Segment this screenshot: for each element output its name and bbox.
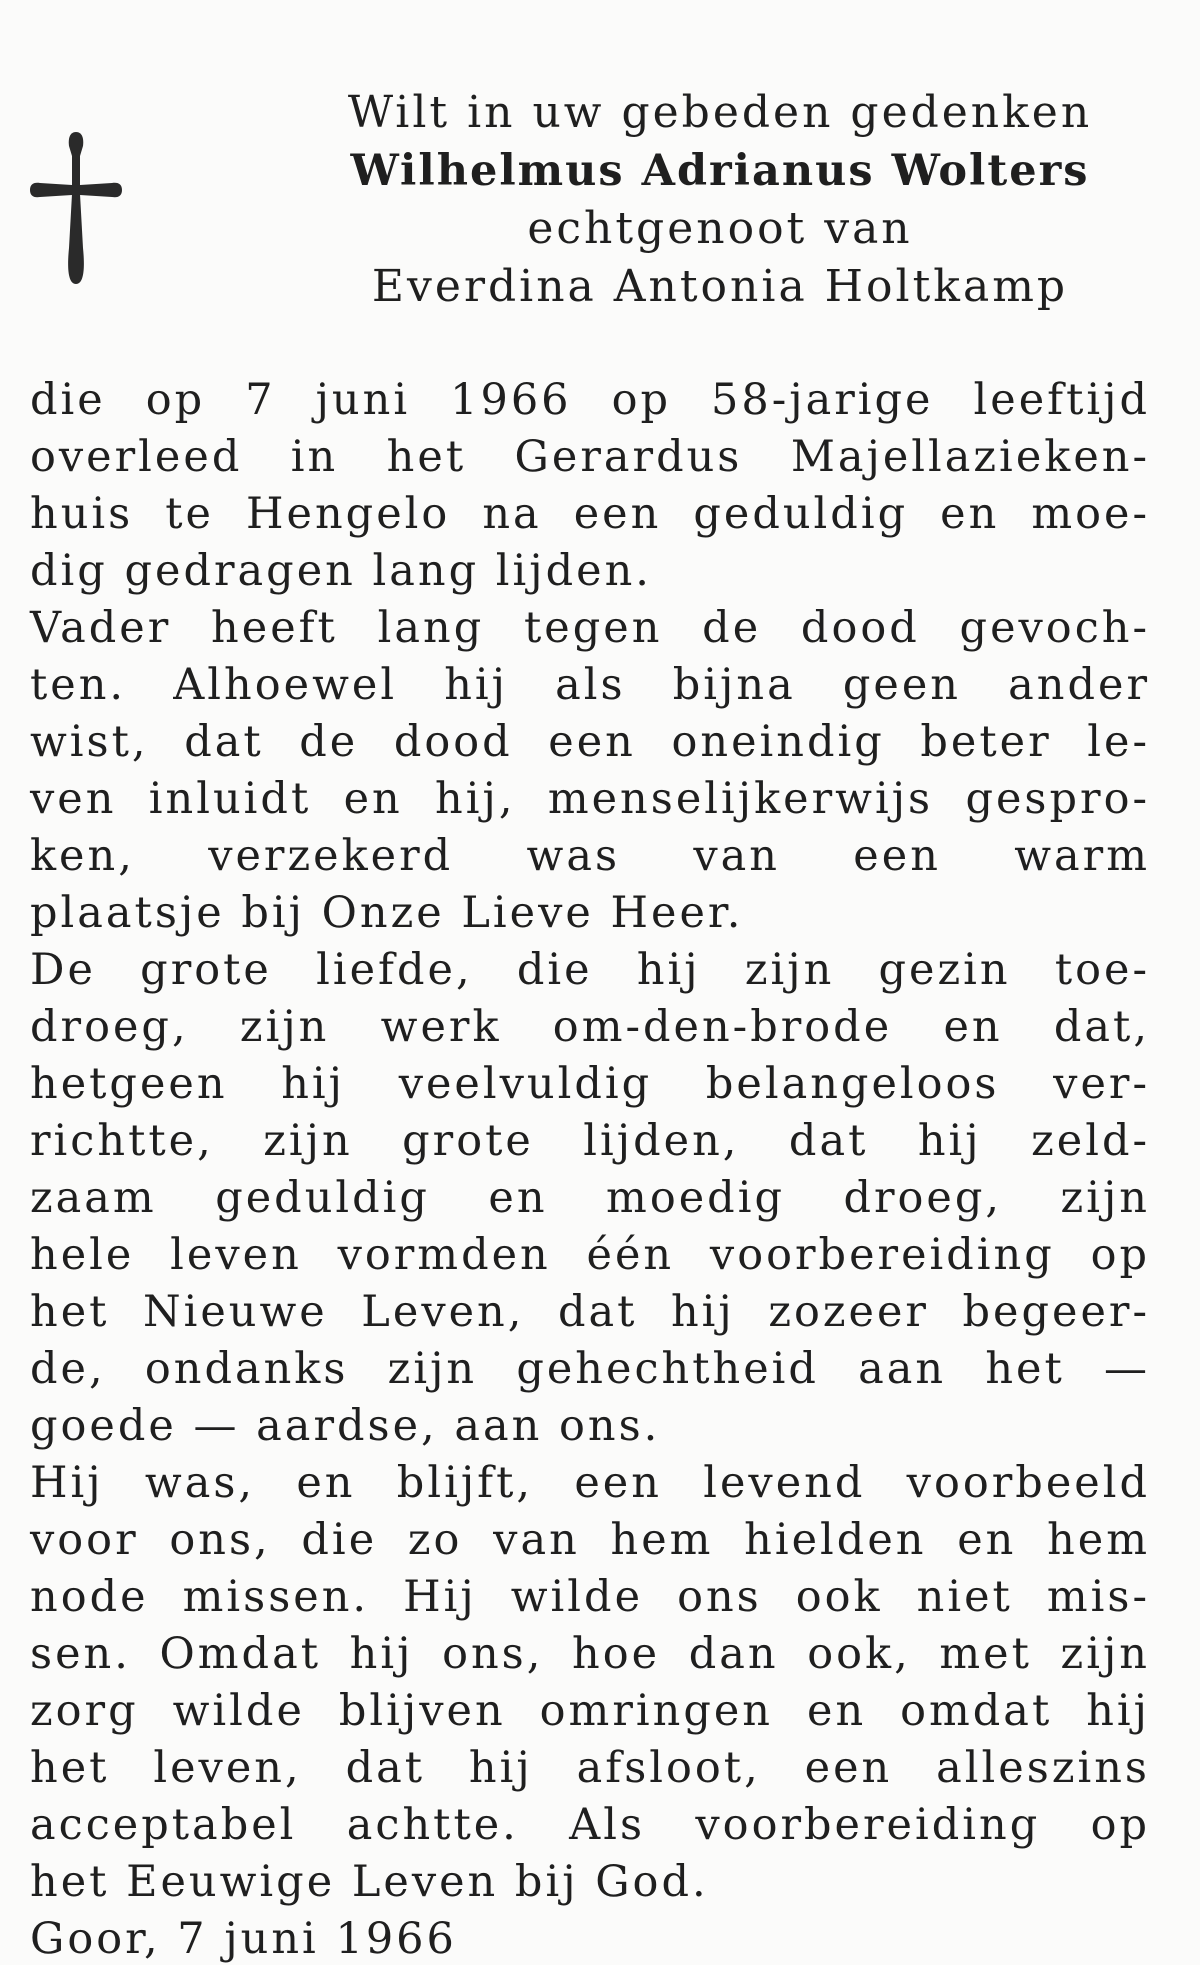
memorial-text [30, 372, 1150, 1968]
text-line: acceptabel achtte. Als voorbereiding op [30, 1800, 1150, 1850]
heading [280, 84, 1160, 316]
text-line: zaam geduldig en moedig droeg, zijn [30, 1173, 1150, 1223]
heading-prayer-line: Wilt in uw gebeden gedenken [347, 87, 1093, 138]
text-line: het Eeuwige Leven bij God. [30, 1857, 709, 1907]
text-line: zorg wilde blijven omringen en omdat hij [30, 1686, 1150, 1736]
cross-icon [26, 128, 126, 288]
text-line: node missen. Hij wilde ons ook niet mis- [30, 1572, 1150, 1622]
text-line: plaatsje bij Onze Lieve Heer. [30, 888, 744, 938]
text-line: de, ondanks zijn gehechtheid aan het — [30, 1344, 1150, 1394]
heading-spouse-intro: echtgenoot van [527, 203, 913, 254]
text-line: De grote liefde, die hij zijn gezin toe- [30, 945, 1150, 995]
text-line: sen. Omdat hij ons, hoe dan ook, met zijn [30, 1629, 1150, 1679]
text-line: droeg, zijn werk om-den-brode en dat, [30, 1002, 1150, 1052]
text-line: hetgeen hij veelvuldig belangeloos ver- [30, 1059, 1150, 1109]
text-line: die op 7 juni 1966 op 58-jarige leeftijd [30, 375, 1150, 425]
text-line: wist, dat de dood een oneindig beter le- [30, 717, 1150, 767]
text-line: huis te Hengelo na een geduldig en moe- [30, 489, 1150, 539]
text-line: het leven, dat hij afsloot, een alleszins [30, 1743, 1150, 1793]
text-line: Vader heeft lang tegen de dood gevoch- [30, 603, 1150, 653]
text-line: Hij was, en blijft, een levend voorbeeld [30, 1458, 1150, 1508]
text-line: ven inluidt en hij, menselijkerwijs gespro- [30, 774, 1150, 824]
text-line: het Nieuwe Leven, dat hij zozeer begeer- [30, 1287, 1150, 1337]
text-line: voor ons, die zo van hem hielden en hem [30, 1515, 1150, 1565]
text-line: ten. Alhoewel hij als bijna geen ander [30, 660, 1150, 710]
deceased-name: Wilhelmus Adrianus Wolters [350, 146, 1090, 196]
text-line: ken, verzekerd was van een warm [30, 831, 1150, 881]
spouse-name: Everdina Antonia Holtkamp [371, 261, 1069, 312]
place-date-line: Goor, 7 juni 1966 [30, 1914, 457, 1964]
text-line: dig gedragen lang lijden. [30, 546, 652, 596]
text-line: richtte, zijn grote lijden, dat hij zeld- [30, 1116, 1150, 1166]
text-line: goede — aardse, aan ons. [30, 1401, 661, 1451]
text-line: hele leven vormden één voorbereiding op [30, 1230, 1150, 1280]
text-line: overleed in het Gerardus Majellazieken- [30, 432, 1150, 482]
